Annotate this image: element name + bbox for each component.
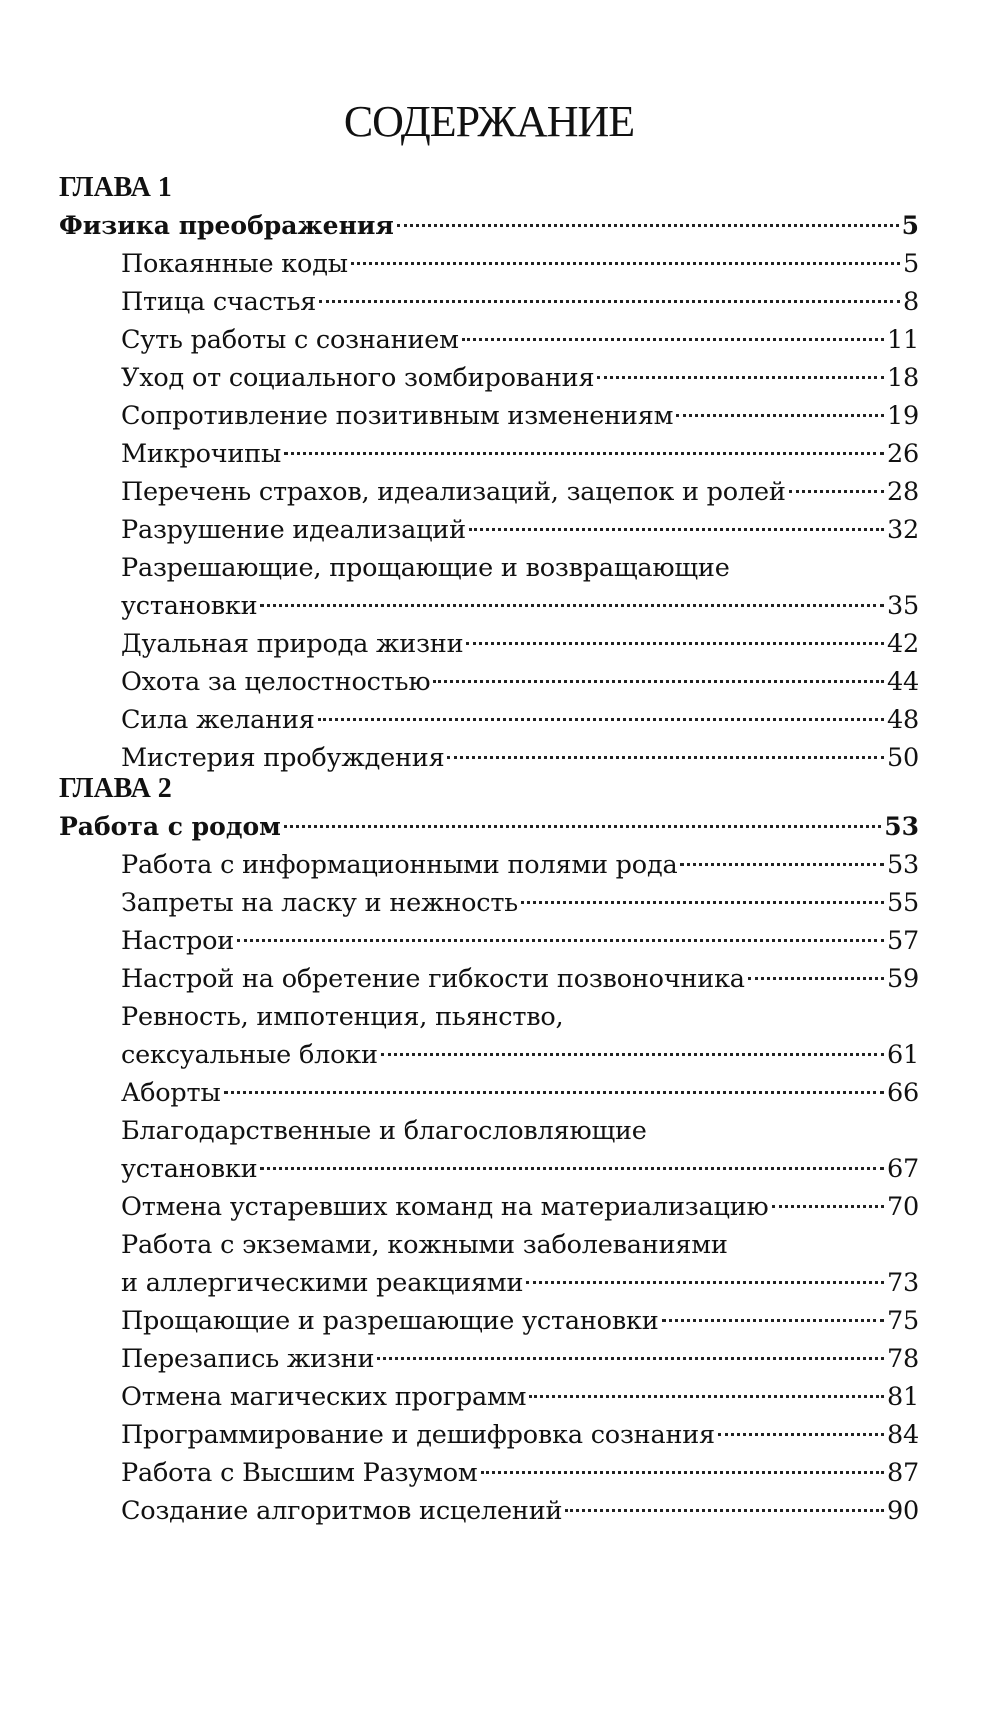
dot-leader (447, 756, 883, 759)
toc-entry-text: Настрои (121, 926, 235, 956)
dot-leader (680, 863, 883, 866)
toc-entry[interactable] (59, 321, 919, 359)
dot-leader (433, 680, 884, 683)
toc-entry[interactable] (59, 1454, 919, 1492)
toc-entry-first-line: Благодарственные и благословляющие (121, 1116, 647, 1146)
chapter-heading[interactable] (59, 808, 919, 846)
toc-entry-text: Покаянные коды (121, 249, 348, 279)
toc-entry-text: Охота за целостностью (121, 667, 431, 697)
dot-leader (772, 1205, 884, 1208)
toc-entry-first-line: Работа с экземами, кожными заболеваниями (121, 1230, 728, 1260)
dot-leader (351, 262, 900, 265)
toc-entry[interactable] (59, 397, 919, 435)
toc-entry-first-line: Разрешающие, прощающие и возвращающие (121, 553, 730, 583)
toc-entry[interactable] (59, 473, 919, 511)
toc-entry-text: Запреты на ласку и нежность (121, 888, 518, 918)
toc-entry-page-number: 81 (886, 1382, 919, 1412)
dot-leader (224, 1091, 884, 1094)
toc-entry[interactable] (59, 1188, 919, 1226)
toc-entry-text: Перезапись жизни (121, 1344, 375, 1374)
chapter-2 (59, 770, 919, 1530)
toc-entry-page-number: 28 (886, 477, 919, 507)
toc-entry-page-number: 44 (886, 667, 919, 697)
dot-leader (284, 825, 881, 828)
toc-entry-text: Сила желания (121, 705, 315, 735)
toc-entry-page-number: 66 (886, 1078, 919, 1108)
chapter-label: ГЛАВА 1 (59, 172, 172, 203)
toc-entry[interactable] (59, 922, 919, 960)
toc-entry-text: установки (121, 591, 258, 621)
toc-entry-text: Перечень страхов, идеализаций, зацепок и ролей (121, 477, 786, 507)
dot-leader (676, 414, 884, 417)
dot-leader (481, 1471, 884, 1474)
dot-leader (662, 1319, 884, 1322)
dot-leader (466, 642, 884, 645)
dot-leader (377, 1357, 884, 1360)
toc-entry[interactable] (59, 1378, 919, 1416)
dot-leader (526, 1281, 884, 1284)
toc-entry-page-number: 87 (886, 1458, 919, 1488)
toc-entry-page-number: 42 (886, 629, 919, 659)
toc-entry-page-number: 73 (886, 1268, 919, 1298)
dot-leader (319, 300, 900, 303)
dot-leader (397, 224, 899, 227)
toc-entry[interactable] (59, 701, 919, 739)
toc-entry-page-number: 11 (886, 325, 919, 355)
toc-entry[interactable] (59, 960, 919, 998)
toc-entry-text: Аборты (121, 1078, 221, 1108)
toc-entry-page-number: 67 (886, 1154, 919, 1184)
toc-entry-page-number: 5 (902, 249, 919, 279)
toc-entry-page-number: 19 (886, 401, 919, 431)
toc-entry-page-number: 55 (886, 888, 919, 918)
toc-entry-page-number: 8 (902, 287, 919, 317)
dot-leader (789, 490, 884, 493)
chapter-heading-page-number: 5 (901, 211, 919, 240)
toc-entry-page-number: 53 (886, 850, 919, 880)
toc-entry-text: Настрой на обретение гибкости позвоночника (121, 964, 745, 994)
toc-entry-page-number: 26 (886, 439, 919, 469)
toc-entry-text: Дуальная природа жизни (121, 629, 464, 659)
chapter-heading[interactable] (59, 207, 919, 245)
chapter-heading-text: Работа с родом (59, 812, 281, 841)
dot-leader (748, 977, 884, 980)
toc-entry-page-number: 50 (886, 743, 919, 773)
toc-entry-page-number: 48 (886, 705, 919, 735)
toc-entry[interactable] (59, 1150, 919, 1188)
dot-leader (521, 901, 884, 904)
page-title: СОДЕРЖАНИЕ (343, 97, 635, 146)
chapter-heading-text: Физика преображения (59, 211, 394, 240)
dot-leader (284, 452, 884, 455)
toc-entry[interactable] (59, 1036, 919, 1074)
dot-leader (469, 528, 884, 531)
toc-entry[interactable] (59, 1340, 919, 1378)
dot-leader (381, 1053, 884, 1056)
toc-entry[interactable] (59, 511, 919, 549)
chapter-1 (59, 169, 919, 777)
toc-entry-text: Программирование и дешифровка сознания (121, 1420, 715, 1450)
toc-entry-text: сексуальные блоки (121, 1040, 378, 1070)
toc-entry-page-number: 78 (886, 1344, 919, 1374)
toc-entry-page-number: 32 (886, 515, 919, 545)
dot-leader (462, 338, 884, 341)
toc-entry[interactable] (59, 1492, 919, 1530)
toc-entry-text: Микрочипы (121, 439, 282, 469)
toc-entry[interactable] (59, 435, 919, 473)
toc-entry-text: Мистерия пробуждения (121, 743, 445, 773)
toc-entry-text: Разрушение идеализаций (121, 515, 466, 545)
toc-entry[interactable] (59, 1416, 919, 1454)
dot-leader (260, 1167, 884, 1170)
toc-entry-page-number: 70 (886, 1192, 919, 1222)
toc-entry-text: Сопротивление позитивным изменениям (121, 401, 674, 431)
toc-entry-first-line: Ревность, импотенция, пьянство, (121, 1002, 564, 1032)
toc-entry[interactable] (59, 359, 919, 397)
toc-entry[interactable] (59, 1264, 919, 1302)
toc-entry[interactable] (59, 663, 919, 701)
toc-entry-text: Птица счастья (121, 287, 317, 317)
toc-entry-page-number: 75 (886, 1306, 919, 1336)
toc-entry-text: Прощающие и разрешающие установки (121, 1306, 659, 1336)
dot-leader (529, 1395, 884, 1398)
toc-entry-page-number: 18 (886, 363, 919, 393)
dot-leader (318, 718, 884, 721)
dot-leader (260, 604, 884, 607)
toc-entry-page-number: 84 (886, 1420, 919, 1450)
dot-leader (237, 939, 884, 942)
toc-entry[interactable] (59, 1302, 919, 1340)
toc-entry-text: Работа с Высшим Разумом (121, 1458, 478, 1488)
toc-entry-text: и аллергическими реакциями (121, 1268, 524, 1298)
toc-entry[interactable] (59, 846, 919, 884)
toc-entry-text: Работа с информационными полями рода (121, 850, 678, 880)
toc-entry[interactable] (59, 283, 919, 321)
toc-entry-page-number: 90 (886, 1496, 919, 1526)
toc-entry-page-number: 35 (886, 591, 919, 621)
toc-entry[interactable] (59, 884, 919, 922)
toc-entry[interactable] (59, 587, 919, 625)
chapter-label: ГЛАВА 2 (59, 773, 172, 804)
toc-entry-text: установки (121, 1154, 258, 1184)
dot-leader (718, 1433, 884, 1436)
dot-leader (597, 376, 884, 379)
toc-entry-text: Отмена устаревших команд на материализацию (121, 1192, 769, 1222)
chapter-heading-page-number: 53 (884, 812, 919, 841)
toc-entry-page-number: 59 (886, 964, 919, 994)
toc-entry-page-number: 57 (886, 926, 919, 956)
toc-entry[interactable] (59, 625, 919, 663)
toc-entry[interactable] (59, 1074, 919, 1112)
toc-entry-text: Суть работы с сознанием (121, 325, 459, 355)
toc-entry[interactable] (59, 245, 919, 283)
toc-entry-text: Создание алгоритмов исцелений (121, 1496, 563, 1526)
toc-entry-page-number: 61 (886, 1040, 919, 1070)
toc-entry-text: Отмена магических программ (121, 1382, 527, 1412)
toc-entry-text: Уход от социального зомбирования (121, 363, 595, 393)
dot-leader (565, 1509, 884, 1512)
